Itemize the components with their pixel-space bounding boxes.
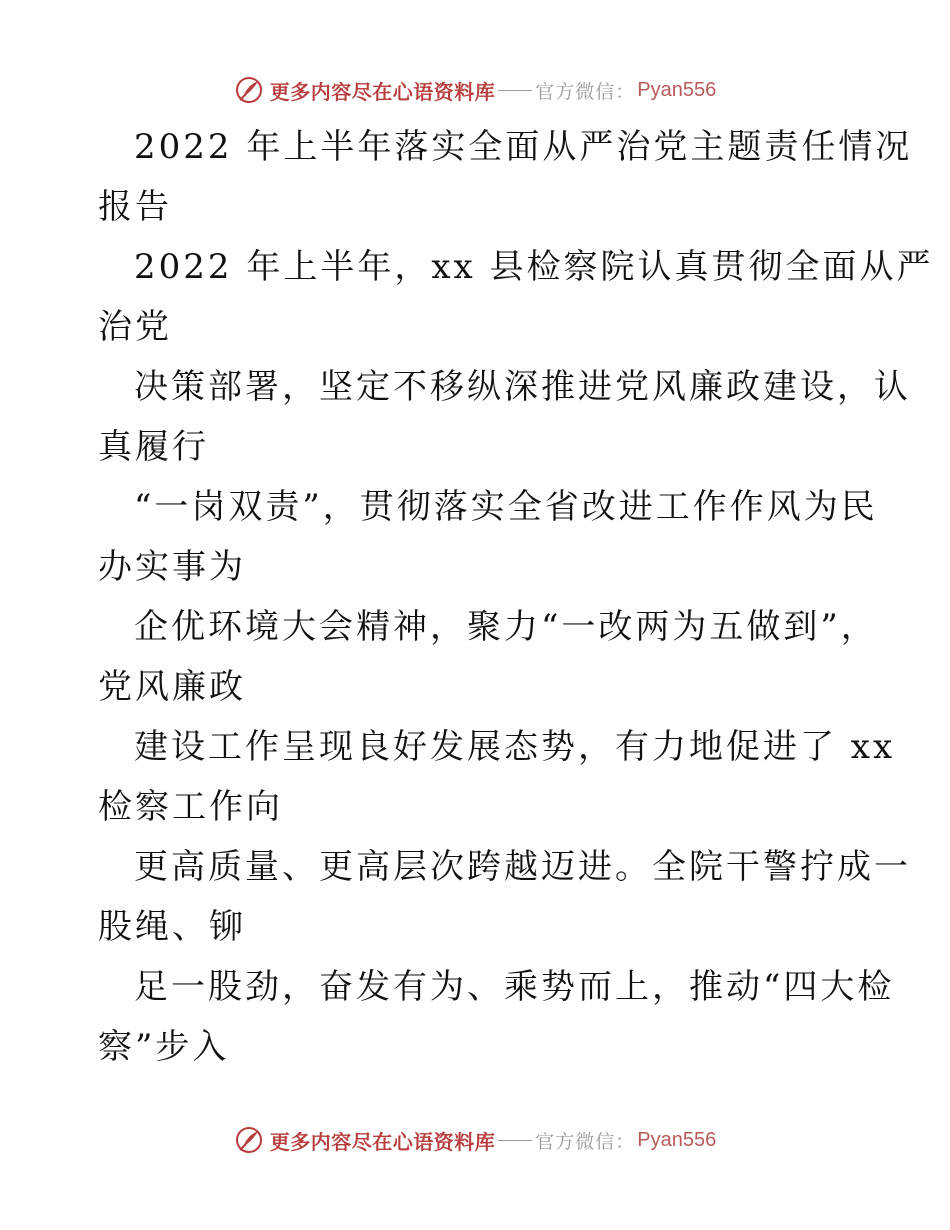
doc-line-title-1: 2022 年上半年落实全面从严治党主题责任情况 [134, 127, 913, 167]
doc-line: 检察工作向 [98, 787, 283, 827]
doc-line: 2022 年上半年，xx 县检察院认真贯彻全面从严 [134, 247, 934, 287]
doc-line: 股绳、铆 [98, 907, 246, 947]
doc-line: 察”步入 [98, 1027, 230, 1067]
feather-pen-circle-icon [234, 75, 264, 105]
doc-line: 治党 [98, 307, 172, 347]
document-body [98, 117, 934, 1077]
doc-line: 决策部署，坚定不移纵深推进党风廉政建设，认 [134, 367, 911, 407]
doc-line-title-2: 报告 [98, 187, 172, 227]
promo-text: 更多内容尽在心语资料库 [269, 1129, 496, 1154]
doc-line: 党风廉政 [98, 667, 246, 707]
doc-line: 更高质量、更高层次跨越迈进。全院干警拧成一 [134, 847, 911, 887]
doc-line: “一岗双责”，贯彻落实全省改进工作作风为民 [134, 487, 878, 527]
wechat-id: Pyan556 [637, 78, 717, 101]
doc-line: 企优环境大会精神，聚力“一改两为五做到”， [134, 607, 878, 647]
doc-line: 真履行 [98, 427, 209, 467]
official-label: 官方微信： [535, 80, 636, 103]
divider [498, 90, 532, 91]
feather-pen-circle-icon [234, 1125, 264, 1155]
promo-text: 更多内容尽在心语资料库 [269, 79, 496, 104]
official-label: 官方微信： [535, 1130, 636, 1153]
doc-line: 办实事为 [98, 547, 246, 587]
wechat-id: Pyan556 [637, 1128, 717, 1151]
header-watermark [0, 70, 950, 110]
doc-line: 足一股劲，奋发有为、乘势而上，推动“四大检 [134, 967, 895, 1007]
doc-line: 建设工作呈现良好发展态势，有力地促进了 xx [134, 727, 896, 767]
footer-watermark [0, 1120, 950, 1160]
divider [498, 1140, 532, 1141]
